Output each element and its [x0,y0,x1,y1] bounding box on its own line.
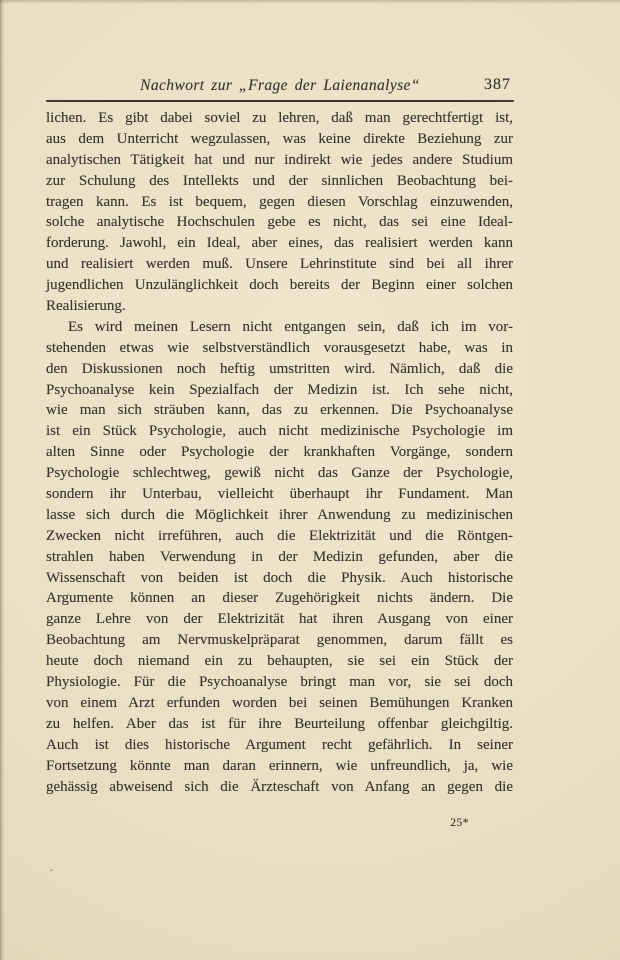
text-line: tragen kann. Es ist bequem, gegen diesen Vorschlag einzuwenden, [46,193,513,210]
text-line: Wissenschaft von beiden ist doch die Physik. Auch historische [46,569,513,586]
page-title: Nachwort zur „Frage der Laienanalyse“ [140,77,420,94]
text-line: sondern ihr Unterbau, vielleicht überhaupt ihr Fundament. Man [46,486,513,503]
text-line: stehenden etwas wie selbstverständlich vorausgesetzt habe, was in [46,339,513,356]
text-line: zur Schulung des Intellekts und der sinnlichen Beobachtung bei- [46,172,513,189]
text-line: lasse sich durch die Möglichkeit ihrer Anwendung zu medizinischen [46,506,513,523]
running-header [46,76,514,100]
text-line: jugendlichen Unzulänglichkeit doch bereits der Beginn einer solchen [46,277,513,294]
scan-left-edge-shadow [0,0,5,960]
paper-speck [50,869,53,871]
text-line: Physiologie. Für die Psychoanalyse bringt man vor, sie sei doch [46,674,513,691]
header-rule [46,100,514,102]
page-number: 387 [484,76,511,93]
text-line: Argumente können an dieser Zugehörigkeit nichts ändern. Die [46,590,513,607]
text-line: Realisierung. [46,298,126,315]
text-line: Es wird meinen Lesern nicht entgangen sein, daß ich im vor- [68,318,513,335]
text-line: Psychologie schlechtweg, gewiß nicht das Ganze der Psychologie, [46,465,513,482]
text-line: und realisiert werden muß. Unsere Lehrinstitute sind bei all ihrer [46,256,513,273]
text-line: Auch ist dies historische Argument recht gefährlich. In seiner [46,736,513,753]
text-line: strahlen haben Verwendung in der Medizin gefunden, aber die [46,548,513,565]
text-line: ist ein Stück Psychologie, auch nicht medizinische Psychologie im [46,423,513,440]
text-line: aus dem Unterricht wegzulassen, was keine direkte Beziehung zur [46,130,513,147]
text-line: von einem Arzt erfunden worden bei seinen Bemühungen Kranken [46,694,513,711]
body-text [46,108,513,797]
page-footer [46,813,513,831]
text-line: lichen. Es gibt dabei soviel zu lehren, daß man gerechtfertigt ist, [46,110,513,126]
printer-signature-mark: 25* [450,817,469,829]
text-line: wie man sich sträuben kann, das zu erkennen. Die Psychoanalyse [46,402,513,419]
text-line: alten Sinne oder Psychologie der krankhaften Vorgänge, sondern [46,444,513,461]
text-line: Psychoanalyse kein Spezialfach der Medizin ist. Ich sehe nicht, [46,381,513,398]
text-line: Zwecken nicht irreführen, auch die Elektrizität und die Röntgen- [46,527,513,544]
text-line: gehässig abweisend sich die Ärzteschaft von Anfang an gegen die [46,778,513,795]
text-line: forderung. Jawohl, ein Ideal, aber eines, das realisiert werden kann [46,235,513,252]
text-line: heute doch niemand ein zu behaupten, sie sei ein Stück der [46,653,513,670]
paper-speck [199,88,201,90]
text-line: ganze Lehre von der Elektrizität hat ihren Ausgang von einer [46,611,513,628]
text-line: zu helfen. Aber das ist für ihre Beurteilung offenbar gleichgiltig. [46,715,513,732]
text-line: analytischen Tätigkeit hat und nur indirekt wie jedes andere Studium [46,151,513,168]
text-line: Fortsetzung könnte man daran erinnern, wie unfreundlich, ja, wie [46,757,513,774]
scan-top-edge-shadow [0,0,620,4]
text-line: Beobachtung am Nervmuskelpräparat genommen, darum fällt es [46,632,513,649]
text-line: den Diskussionen noch heftig umstritten wird. Nämlich, daß die [46,360,513,377]
text-line: solche analytische Hochschulen gebe es nicht, das sei eine Ideal- [46,214,513,231]
